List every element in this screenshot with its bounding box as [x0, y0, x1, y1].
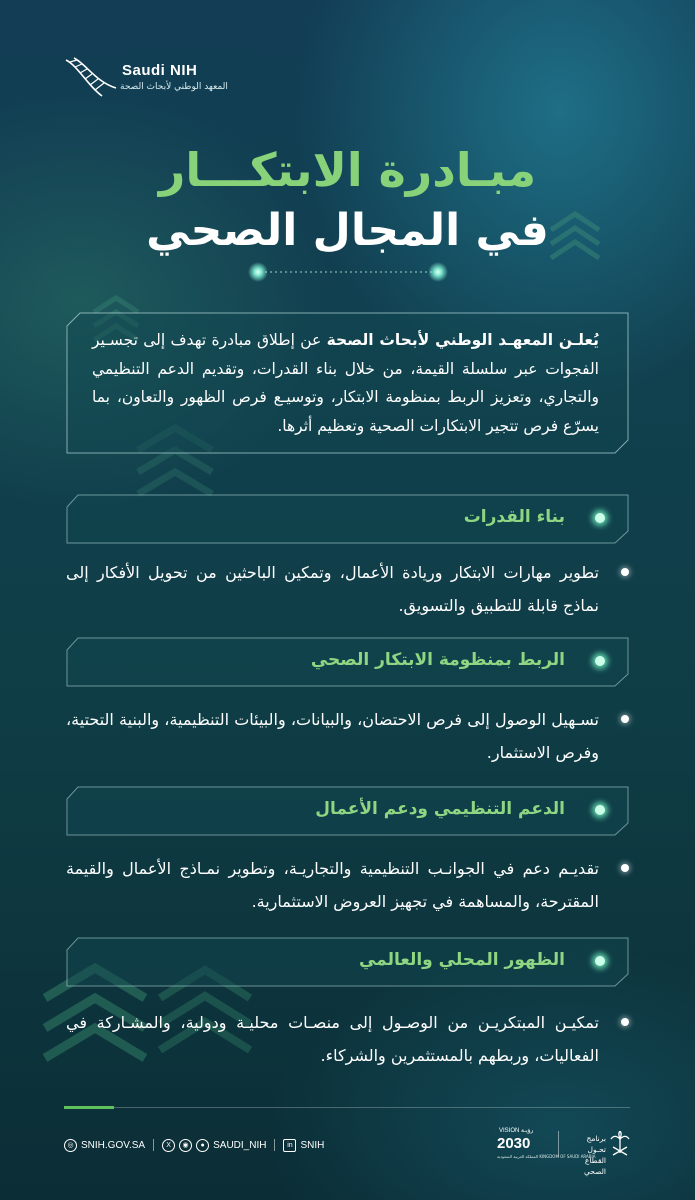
brand-name: Saudi NIH	[122, 62, 198, 79]
globe-icon: ◎	[64, 1139, 77, 1152]
section-body-regulatory	[66, 852, 629, 918]
glow-bullet-icon	[595, 656, 605, 666]
health-transformation-logo	[566, 1130, 630, 1176]
section-header-capacity	[66, 494, 629, 544]
saudi-nih-logo	[62, 56, 232, 106]
intro-body: عن إطلاق مبادرة تهدف إلى تجسـير الفجوات عبر سلسلة القيمة، من خلال بناء القدرات، وتقديم الدعم التنظيمي والتجاري، وتعزيز الربط بمنظومة الابتكار، وتوسيـع فرص الظهور والتعاون، بما يسرّع فرص تتجير الابتكارات الصحية وتعظيم أثرها.	[92, 331, 599, 435]
separator	[153, 1139, 154, 1151]
intro-lead: يُعلـن المعهـد الوطني لأبحاث الصحة	[326, 331, 599, 349]
bullet-dot-icon	[621, 1018, 629, 1026]
linkedin-icon[interactable]: in	[283, 1139, 296, 1152]
footer-accent-bar	[64, 1106, 114, 1109]
snapchat-icon[interactable]: ●	[196, 1139, 209, 1152]
social-handle[interactable]: SAUDI_NIH	[213, 1139, 267, 1151]
section-text: تسـهيل الوصول إلى فرص الاحتضان، والبيانات، والبيئات التنظيمية، والبنية التحتية، وفرص الاستثمار.	[66, 710, 599, 762]
bullet-dot-icon	[621, 864, 629, 872]
section-header-regulatory	[66, 786, 629, 836]
intro-panel	[66, 312, 629, 454]
linkedin-handle[interactable]: SNIH	[300, 1139, 325, 1151]
separator	[274, 1139, 275, 1151]
vision-year: 2030	[497, 1135, 531, 1152]
intro-paragraph	[92, 326, 599, 440]
section-title: الظهور المحلي والعالمي	[358, 950, 565, 970]
section-body-ecosystem	[66, 703, 629, 769]
section-body-visibility	[66, 1006, 629, 1072]
vision-label: VISION رؤيـة	[499, 1128, 534, 1134]
section-title: بناء القدرات	[463, 507, 565, 527]
glow-bullet-icon	[595, 513, 605, 523]
section-body-capacity	[66, 556, 629, 622]
palm-emblem-icon	[610, 1131, 630, 1157]
footer-logo-divider	[558, 1131, 559, 1157]
section-text: تقديـم دعم في الجوانـب التنظيمية والتجاريـة، وتطوير نمـاذج الأعمال والقيمة المقترحة، والمساهمة في تجهيز العروض الاستثمارية.	[66, 859, 599, 911]
brand-subtitle: المعهد الوطني لأبحاث الصحة	[120, 82, 228, 92]
section-header-ecosystem	[66, 637, 629, 687]
dna-helix-icon	[62, 56, 120, 104]
section-title: الدعم التنظيمي ودعم الأعمال	[315, 799, 565, 819]
x-icon[interactable]: X	[162, 1139, 175, 1152]
page-title-line-2: في المجال الصحي	[146, 205, 549, 256]
glow-bullet-icon	[595, 805, 605, 815]
vision-2030-logo	[497, 1127, 596, 1161]
social-links	[64, 1136, 324, 1154]
vision-subtitle: المملكة العربية السعودية KINGDOM OF SAUDI ARABIA	[497, 1154, 596, 1159]
bullet-dot-icon	[621, 715, 629, 723]
website-link[interactable]: SNIH.GOV.SA	[81, 1139, 146, 1151]
section-title: الربط بمنظومة الابتكار الصحي	[310, 650, 565, 670]
bullet-dot-icon	[621, 568, 629, 576]
footer-divider	[64, 1107, 630, 1108]
glow-bullet-icon	[595, 956, 605, 966]
section-text: تمكيـن المبتكريـن من الوصـول إلى منصـات محليـة ودولية، والمشـاركة في الفعاليات، وربطهم بالمستثمرين والشركاء.	[66, 1013, 599, 1065]
instagram-icon[interactable]: ◉	[179, 1139, 192, 1152]
program-name: برنامج تحـول القطاع الصحي	[584, 1134, 606, 1176]
page-title-line-1: مبـادرة الابتكـــار	[158, 143, 537, 197]
title-divider	[246, 260, 450, 284]
section-text: تطوير مهارات الابتكار وريادة الأعمال، وتمكين الباحثين من تحويل الأفكار إلى نماذج قابلة للتطبيق والتسويق.	[66, 563, 599, 615]
section-header-visibility	[66, 937, 629, 987]
